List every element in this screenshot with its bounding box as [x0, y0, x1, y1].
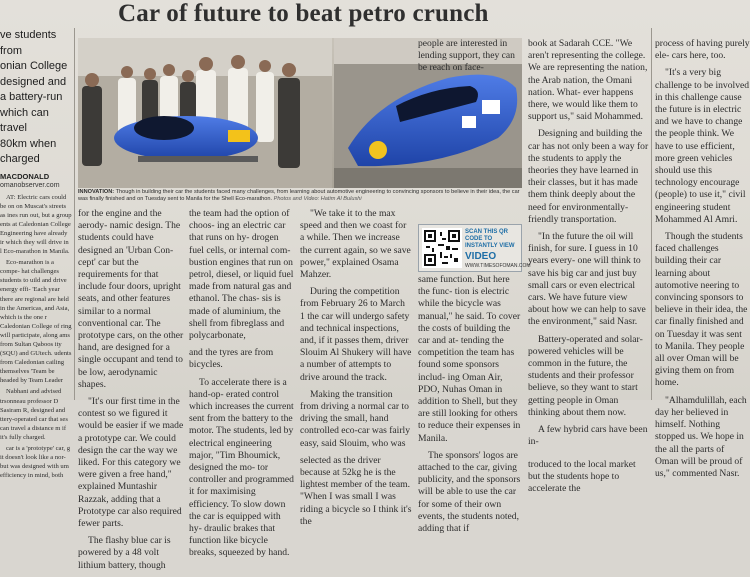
left-column — [0, 28, 72, 482]
column-5: people are interested in lending support, they can be reach on face- same function. But here the func- tion is electric while the bicycle was manual," he said. To cover the costs of building the car and at- tending the competition the team has found some sponsors includ- ing Oman Air, PDO, Nuhas Oman in addition to Shell, but they are still looking for others to reduce their expenses in Manila. The sponsors' logos are attached to the car, giving publicity, and the sponsors will be able to use the car for some of their own events, the students noted, adding that if — [418, 38, 521, 535]
column-rule — [74, 28, 75, 400]
column-rule — [651, 28, 652, 400]
byline-email: omanobserver.com — [0, 181, 60, 189]
caption-label: INNOVATION: — [78, 189, 115, 195]
qr-instructions: SCAN THIS QR CODE TO INSTANTLY VIEW — [465, 229, 515, 249]
column-4: "We take it to the max speed and then we coast for a while. Then we increase the current again, so we save power," explained Osama Mahzer. During the competition from February 26 to March 1 the car will undergo safety and technical inspections, and, if it passes them, driver Slouim Al Shukery will have a number of attempts to drive around the track. Making the transition from driving a normal car to driving the small, hand controlled eco-car was fairly easy, said Slouim, who was selected as the driver because at 52kg he is the lightest member of the team. "When I was small I was riding a bicycle so I think it's the — [300, 208, 412, 527]
column-6: book at Sadarah CCE. "We aren't representing the college. We are representing the nation, the Arab nation, the Omani nation. What- ever happens there, we would like them to support us," said Mohammed. Designing and building the car has not only been a way for the students to apply the theories they have learned in their classes, but it has made them think deeply about the need for environmentally- friendly transportation. "In the future the oil will finish, for sure. I guess in 10 years every- one will think to save his big car and just buy small cars or even electrical cars. We have future view about how we can help to save the environment," said Nasr. Battery-operated and solar- powered vehicles will be common in the future, the students and their professor believe, so they want to start getting people in Oman thinking about them now. A few hybrid cars have been in- troduced to the local market but the students hope to accelerate the — [528, 38, 649, 494]
byline: MACDONALD — [0, 171, 50, 181]
qr-code-icon[interactable] — [422, 228, 462, 268]
headline: Car of future to beat petro crunch — [118, 0, 489, 27]
column-3: the team had the option of choos- ing an electric car that runs on hy- drogen fuel cells, or internal com- bustion engines that run on petrol, diesel, or liquid fuel made from natural gas and ethanol. The chas- sis is made of aluminium, the shell from fibreglass and polycarbonate, and the tyres are from bicycles. To accelerate there is a hand-op- erated control which increases the current sent from the battery to the motor. The students, led by electrical engineering major, "Tim Bhoumick, designed the mo- tor controller and programmed it for maximising efficiency. To slow down the car is equipped with hy- draulic brakes that function like bicycle breaks, squeezed by hand. — [189, 208, 294, 559]
column-7: process of having purely ele- cars here, too. "It's a very big challenge to be involved in this challenge cause the future is in electric and we have to change the people think. We have to use efficient, more green vehicles should use this technology encourage (people) to use it," civil engineering student Mohammed Al Amri. Though the students faced challenges building their car learning about automotive neering to convincing sponsors to believe in their idea, the car finally finished and on Tuesday it was sent to Manila. They people all over Oman will be giving them on from home. "Alhamdulillah, each day her believed in himself. Nothing stopped us. We hope in the all the parts of Oman will be proud of us," commented Nasr. — [655, 38, 750, 479]
qr-video-label: VIDEO — [465, 251, 497, 262]
caption-credit: Photos and Video: Hatim Al Bulushi — [273, 195, 362, 202]
left-body: AT: Electric cars could be on on Muscat's streets as ines run out, but a group ents at Caledonian College Engineering have already ir which they will drive in l Eco-marathon in Manila. Eco-marathon is a compe- hat challenges students to uild and drive energy effi- 'Each year there are regional are held in the Americas, and Asia, which is the one r Caledonian College of ring will participate, along ams from Sultan Qaboos ity (SQU) and GUtech. udents from Caledonian cailing themselves 'Team be headed by Team Leader Nabhani and advised trsonneau professor D Sasiram R, designed and ttery-operated car that ses can travel a distance m if it's fully charged. car is a 'prototype' car, g it doesn't look like a nor- but was designed with um efficiency in mind, both — [0, 193, 72, 480]
column-2: for the engine and the aerody- namic design. The students could have designed an 'Urban Con- cept' car but the requirements for that include four doors, upright seats, and other features similar to a normal conventional car. The prototype cars, on the other hand, are designed for a single occupant and tend to be low, aerodynamic shapes. "It's our first time in the contest so we figured it would be easier if we made a prototype car. We could design the car the way we liked. For this category we were given a free hand," explained Muntashir Razzak, adding that a Prototype car also required fewer parts. The flashy blue car is powered by a 48 volt lithium battery, though — [78, 208, 184, 571]
qr-url: WWW.TIMESOFOMAN.COM — [465, 263, 531, 269]
photo-caption — [78, 189, 522, 207]
caption-text: Though in building their car the students faced many challenges, from learning about automotive engineering to convincing sponsors to believe in their idea, the car was finally finished and on Tuesday sent to Manila for the Shell Eco-marathon. — [78, 189, 520, 202]
lead-text: ve students from onian College designed and a battery-run which can travel 80km when charged — [0, 29, 68, 165]
qr-code-box[interactable] — [418, 224, 531, 272]
